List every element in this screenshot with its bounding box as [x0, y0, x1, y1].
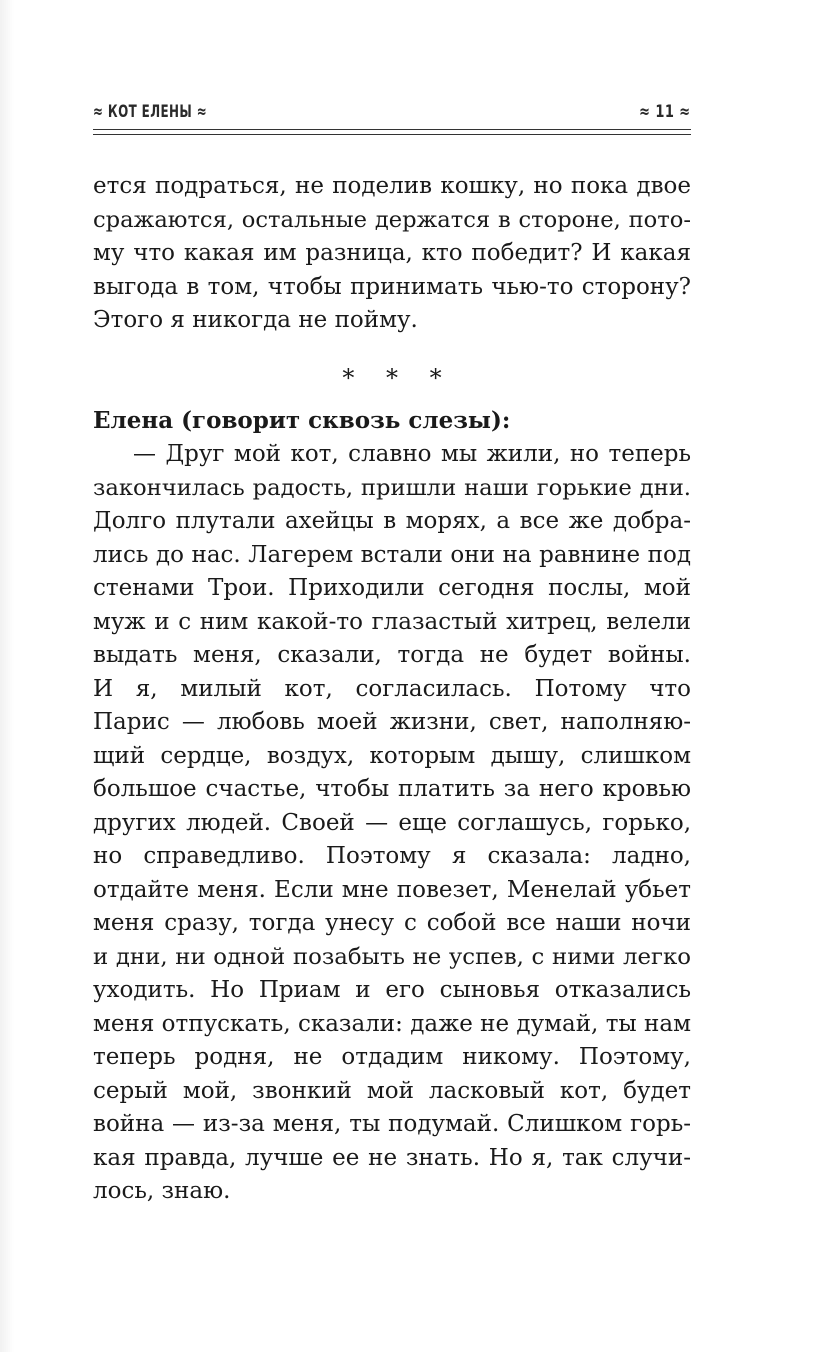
- text-line: меня отпускать, сказали: даже не думай, ты нам: [93, 1010, 691, 1037]
- text-line: лись до нас. Лагерем встали они на равнине под: [93, 541, 691, 568]
- text-line: война — из-за меня, ты подумай. Слишком горь-: [93, 1111, 691, 1137]
- text-line: лось, знаю.: [93, 1178, 231, 1204]
- text-line: щий сердце, воздух, которым дышу, слишком: [93, 742, 691, 769]
- text-line: серый мой, звонкий мой ласковый кот, будет: [93, 1077, 691, 1104]
- text-line: Этого я никогда не пойму.: [93, 307, 418, 333]
- text-line: кая правда, лучше ее не знать. Но я, так случи-: [93, 1144, 691, 1171]
- text-line: и дни, ни одной позабыть не успев, с ними легко: [93, 943, 691, 970]
- text-line: — Друг мой кот, славно мы жили, но теперь: [133, 441, 691, 467]
- text-line: выдать меня, сказали, тогда не будет войны.: [93, 642, 691, 668]
- text-line: И я, милый кот, согласилась. Потому что: [93, 675, 691, 702]
- text-line: большое счастье, чтобы платить за него кровью: [93, 776, 691, 802]
- text-line: теперь родня, не отдадим никому. Поэтому,: [93, 1044, 691, 1070]
- text-line: других людей. Своей — еще соглашусь, горько,: [93, 809, 691, 836]
- speaker-heading: Елена (говорит сквозь слезы):: [93, 407, 511, 434]
- header-rule-bottom: [93, 134, 691, 135]
- text-line: уходить. Но Приам и его сыновья отказались: [93, 977, 691, 1003]
- section-separator: * * *: [342, 364, 454, 392]
- running-header: [93, 102, 691, 124]
- paragraph-continuation: [93, 170, 691, 338]
- speech-paragraph: [93, 438, 691, 1209]
- text-line: муж и с ним какой-то глазастый хитрец, велели: [93, 608, 691, 635]
- header-page-number: ≈ 11 ≈: [639, 102, 691, 122]
- header-rule-top: [93, 129, 691, 130]
- text-line: меня сразу, тогда унесу с собой все наши ночи: [93, 910, 691, 936]
- text-line: выгода в том, чтобы принимать чью-то сторону?: [93, 273, 691, 300]
- text-line: закончилась радость, пришли наши горькие дни.: [93, 474, 691, 501]
- text-line: отдайте меня. Если мне повезет, Менелай убьет: [93, 876, 691, 903]
- text-line: ется подраться, не поделив кошку, но пока двое: [93, 173, 691, 199]
- header-book-title: ≈ КОТ ЕЛЕНЫ ≈: [93, 102, 208, 122]
- text-line: Парис — любовь моей жизни, свет, наполняю-: [93, 709, 691, 735]
- page-edge-shadow: [0, 0, 14, 1352]
- text-line: стенами Трои. Приходили сегодня послы, мой: [93, 575, 691, 601]
- text-line: но справедливо. Поэтому я сказала: ладно,: [93, 843, 691, 869]
- text-line: му что какая им разница, кто победит? И какая: [93, 240, 691, 266]
- text-line: Долго плутали ахейцы в морях, а все же добра-: [93, 508, 691, 534]
- text-line: сражаются, остальные держатся в стороне, пото-: [93, 206, 691, 233]
